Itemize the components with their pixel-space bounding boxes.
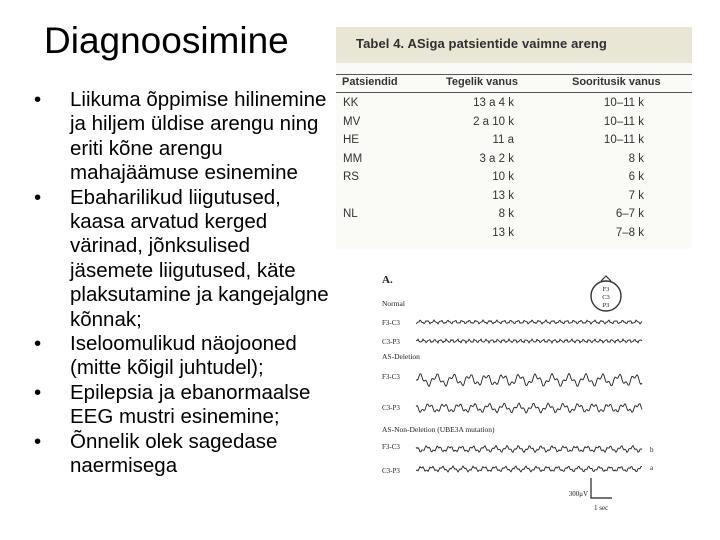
table-cell-performance-age: 7 k xyxy=(628,189,644,202)
bullet-item xyxy=(34,186,334,332)
table-cell-patient: MV xyxy=(343,115,361,128)
table-cell-performance-age: 10–11 k xyxy=(603,134,644,146)
table-cell-patient: KK xyxy=(343,97,359,109)
bullet-glyph: • xyxy=(34,429,42,453)
table-caption: Tabel 4. ASiga patsientide vaimne areng xyxy=(356,36,607,51)
bullet-text: Iseloomulikud näojooned (mitte kõigil juhtudel); xyxy=(70,332,297,380)
bullet-glyph: • xyxy=(34,380,42,404)
bullet-glyph: • xyxy=(34,88,42,111)
bullet-text: Ebaharilikud liigutused, kaasa arvatud kerged värinad, jõnksulised jäsemete liigutused, käte plaksutamine ja kangejalgne kõnnak; xyxy=(70,185,329,331)
bullet-glyph: • xyxy=(34,332,42,356)
table-cell-performance-age: 8 k xyxy=(628,152,644,165)
slide-title: Diagnoosimine xyxy=(44,20,289,61)
head-nose xyxy=(601,276,611,281)
bullet-glyph: • xyxy=(34,185,42,209)
eeg-channel-label: F3-C3 xyxy=(382,319,400,327)
eeg-trace xyxy=(416,466,642,472)
eeg-channel-label: C3-P3 xyxy=(382,338,400,346)
bullet-text: Epilepsia ja ebanormaalse EEG mustri esinemine; xyxy=(70,380,311,429)
table-cell-performance-age: 7–8 k xyxy=(615,226,644,239)
header-performance-age: Sooritusik vanus xyxy=(572,76,661,88)
electrode-label: F3 xyxy=(602,286,610,293)
eeg-trace xyxy=(416,320,642,324)
electrode-label: C3 xyxy=(602,294,610,301)
bullet-text: Õnnelik olek sagedase naermisega xyxy=(70,429,278,478)
eeg-figure xyxy=(380,272,680,520)
eeg-scale-amplitude: 300μV xyxy=(568,490,588,498)
table-cell-actual-age: 13 k xyxy=(492,226,514,239)
eeg-trace xyxy=(416,374,642,387)
header-patients: Patsiendid xyxy=(342,76,398,88)
eeg-group-label: AS-Non-Deletion (UBE3A mutation) xyxy=(382,425,495,434)
table-cell-patient: NL xyxy=(343,208,358,220)
bullet-item xyxy=(34,332,334,381)
bullet-item xyxy=(34,381,334,430)
table-cell-actual-age: 10 k xyxy=(492,171,514,183)
head-diagram xyxy=(591,276,621,311)
eeg-channel-label: F3-C3 xyxy=(382,443,400,451)
table-header-row xyxy=(336,74,692,93)
eeg-side-label: a xyxy=(650,464,654,472)
eeg-channel-label: F3-C3 xyxy=(382,373,400,381)
eeg-channel-label: C3-P3 xyxy=(382,467,400,475)
bullet-item xyxy=(34,430,334,479)
table-cell-actual-age: 13 k xyxy=(492,189,514,202)
bullet-text: Liikuma õppimise hilinemine ja hiljem üldise arengu ning eriti kõne arengu mahajäämuse esinemine xyxy=(70,88,327,185)
table-cell-actual-age: 13 a 4 k xyxy=(473,97,514,109)
eeg-panel-label: A. xyxy=(382,274,393,286)
eeg-group-label: AS-Deletion xyxy=(382,352,420,361)
eeg-scale-bar xyxy=(591,478,612,498)
development-table xyxy=(336,27,692,249)
eeg-group-label: Normal xyxy=(382,299,405,308)
electrode-label: P3 xyxy=(602,302,610,309)
table-cell-patient: HE xyxy=(343,134,359,146)
table-cell-performance-age: 6–7 k xyxy=(615,208,644,220)
table-cell-actual-age: 11 a xyxy=(492,134,514,146)
table-caption-bar xyxy=(336,27,692,63)
table-cell-performance-age: 10–11 k xyxy=(603,115,644,128)
table-cell-actual-age: 8 k xyxy=(498,208,514,220)
eeg-trace xyxy=(416,446,642,453)
bullet-list xyxy=(34,88,334,479)
table-cell-performance-age: 10–11 k xyxy=(603,97,644,109)
eeg-trace xyxy=(416,403,642,413)
eeg-scale-time: 1 sec xyxy=(594,504,609,512)
eeg-traces xyxy=(416,320,642,472)
bullet-item xyxy=(34,88,334,186)
table-cell-performance-age: 6 k xyxy=(628,171,644,183)
table-cell-patient: MM xyxy=(343,152,363,165)
table-cell-actual-age: 2 a 10 k xyxy=(473,115,514,128)
table-cell-patient: RS xyxy=(343,171,359,183)
eeg-side-label: b xyxy=(650,446,654,454)
eeg-channel-label: C3-P3 xyxy=(382,404,400,412)
eeg-trace xyxy=(416,339,642,343)
header-actual-age: Tegelik vanus xyxy=(446,76,518,88)
table-cell-actual-age: 3 a 2 k xyxy=(479,152,514,165)
